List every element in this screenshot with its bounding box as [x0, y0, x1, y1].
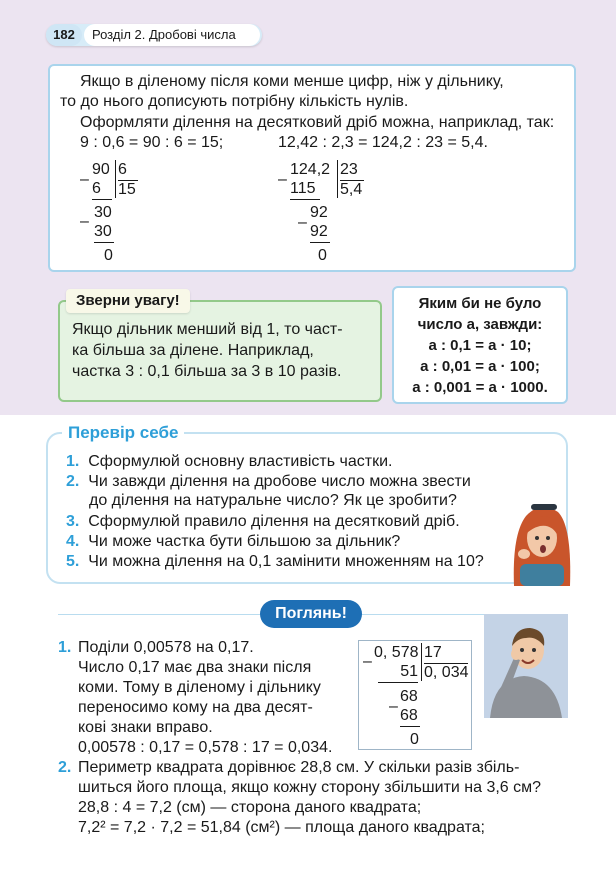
calc1-sub1: 6	[92, 179, 112, 200]
calc1-quotient: 15	[118, 181, 136, 198]
calc2-divisor: 23	[340, 160, 364, 181]
calc2-sub2: 92	[310, 222, 330, 243]
attention-line: частка 3 : 0,1 більша за 3 в 10 разів.	[72, 363, 342, 380]
attention-title: Зверни увагу!	[66, 289, 190, 313]
calc2-r1: 92	[310, 204, 328, 221]
calc1-bar	[115, 160, 116, 198]
rule-line: Яким би не було	[418, 295, 542, 312]
attention-line: Якщо дільник менший від 1, то част-	[72, 321, 343, 338]
check-item: 1. Сформулюй основну властивість частки.	[66, 453, 393, 470]
example-line: кові знаки вправо.	[78, 719, 213, 736]
boy-illustration	[484, 614, 568, 718]
rule-line: число a, завжди:	[417, 316, 543, 333]
example-line: Поділи 0,00578 на 0,17.	[78, 639, 254, 656]
check-item: 5. Чи можна ділення на 0,1 замінити множенням на 10?	[66, 553, 484, 570]
calc2-bar	[337, 160, 338, 198]
minus-sign: –	[298, 214, 307, 231]
calc3-sub1: 51	[378, 662, 418, 683]
check-item-cont: до ділення на натуральне число? Як це зробити?	[89, 492, 457, 509]
intro-line: Оформляти ділення на десятковий дріб можна, наприклад, так:	[80, 114, 555, 131]
calc2-quotient: 5,4	[340, 181, 363, 198]
minus-sign: –	[363, 653, 372, 670]
example-number: 2.	[58, 759, 72, 776]
check-item: 4. Чи може частка бути більшою за дільник?	[66, 533, 401, 550]
minus-sign: –	[278, 171, 287, 188]
example-2: 12,42 : 2,3 = 124,2 : 23 = 5,4.	[278, 134, 488, 151]
check-item: 2. Чи завжди ділення на дробове число можна звести	[66, 473, 471, 490]
example-1: 9 : 0,6 = 90 : 6 = 15;	[80, 134, 224, 151]
minus-sign: –	[80, 171, 89, 188]
calc2-rem: 0	[318, 247, 327, 264]
rule-summary-box	[392, 286, 568, 404]
check-item: 3. Сформулюй правило ділення на десятковий дріб.	[66, 513, 460, 530]
calc3-quotient: 0, 034	[424, 664, 469, 681]
calc1-r1: 30	[94, 204, 112, 221]
calc3-r1: 68	[400, 688, 418, 705]
example-line: 7,2² = 7,2 · 7,2 = 51,84 (см²) — площа даного квадрата;	[78, 819, 485, 836]
calc3-sub2: 68	[400, 706, 420, 727]
calc1-sub2: 30	[94, 222, 114, 243]
check-title: Перевір себе	[62, 422, 184, 444]
example-line: 28,8 : 4 = 7,2 (см) — сторона даного квадрата;	[78, 799, 422, 816]
rule-line: a : 0,01 = a · 100;	[420, 358, 540, 375]
minus-sign: –	[80, 213, 89, 230]
rule-line: a : 0,1 = a · 10;	[428, 337, 532, 354]
example-line: переносимо кому на два десят-	[78, 699, 313, 716]
calc3-bar	[421, 643, 422, 681]
page-number: 182	[46, 24, 82, 46]
calc2-dividend: 124,2	[290, 161, 331, 178]
intro-line: Якщо в діленому після коми менше цифр, ніж у дільнику,	[80, 73, 504, 90]
example-line: Периметр квадрата дорівнює 28,8 см. У скільки разів збіль-	[78, 759, 520, 776]
example-line: шиться його площа, якщо кожну сторону збільшити на 3,6 см?	[78, 779, 542, 796]
calc3-dividend: 0, 578	[374, 644, 419, 661]
calc1-rem: 0	[104, 247, 113, 264]
calc2-sub1: 115	[290, 179, 320, 200]
look-button[interactable]: Поглянь!	[260, 600, 362, 628]
intro-line: то до нього дописують потрібну кількість нулів.	[60, 93, 409, 110]
girl-illustration	[506, 494, 576, 586]
chapter-title: Розділ 2. Дробові числа	[84, 24, 260, 46]
rule-line: a : 0,001 = a · 1000.	[412, 379, 548, 396]
calc3-divisor: 17	[424, 643, 468, 664]
minus-sign: –	[389, 698, 398, 715]
calc3-rem: 0	[410, 731, 419, 748]
example-line: коми. Тому в діленому і дільнику	[78, 679, 321, 696]
attention-line: ка більша за ділене. Наприклад,	[72, 342, 314, 359]
calc1-divisor: 6	[118, 160, 138, 181]
calc1-dividend: 90	[92, 161, 110, 178]
example-line: 0,00578 : 0,17 = 0,578 : 17 = 0,034.	[78, 739, 333, 756]
example-line: Число 0,17 має два знаки після	[78, 659, 312, 676]
example-number: 1.	[58, 639, 72, 656]
